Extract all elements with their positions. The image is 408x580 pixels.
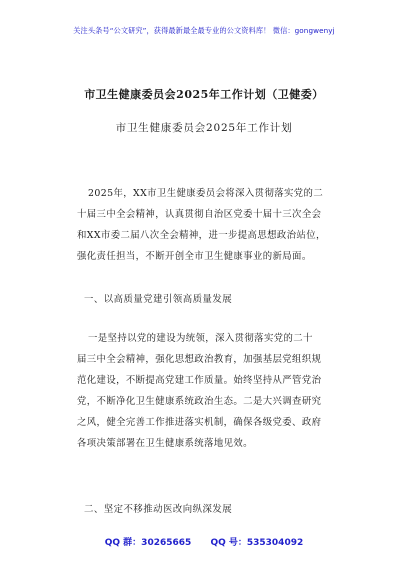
footer-contact bbox=[0, 535, 408, 548]
intro-line: 和XX市委二届八次全会精神，进一步提高思想政治站位， bbox=[77, 230, 326, 241]
section1-line: 之风，健全完善工作推进落实机制，确保各级党委、政府 bbox=[77, 417, 322, 428]
section1-paragraph bbox=[77, 328, 349, 454]
section1-heading: 一、以高质量党建引领高质量发展 bbox=[84, 294, 233, 305]
intro-line: 2025年，XX市卫生健康委员会将深入贯彻落实党的二 bbox=[88, 188, 324, 199]
section1-line: 一是坚持以党的建设为统领，深入贯彻落实党的二十 bbox=[88, 333, 313, 344]
document-subtitle: 市卫生健康委员会2025年工作计划 bbox=[115, 122, 293, 134]
footer-qq-group: QQ 群：30265665 bbox=[104, 538, 192, 548]
document-title: 市卫生健康委员会2025年工作计划（卫健委） bbox=[84, 88, 324, 101]
intro-line: 强化责任担当，不断开创全市卫生健康事业的新局面。 bbox=[77, 251, 312, 262]
footer-qq-number: QQ 号：535304092 bbox=[210, 538, 304, 548]
intro-paragraph bbox=[77, 183, 349, 267]
section1-line: 各项决策部署在卫生健康系统落地见效。 bbox=[77, 438, 253, 449]
section1-line: 党，不断净化卫生健康系统政治生态。二是大兴调查研究 bbox=[77, 396, 322, 407]
section1-line: 届三中全会精神，强化思想政治教育，加强基层党组织规 bbox=[77, 354, 322, 365]
intro-line: 十届三中全会精神，认真贯彻自治区党委十届十三次全会 bbox=[77, 209, 322, 220]
top-banner: 关注头条号“公文研究”，获得最新最全最专业的公文资料库！ 微信：gongwenyj bbox=[73, 26, 335, 35]
section1-line: 范化建设，不断提高党建工作质量。始终坚持从严管党治 bbox=[77, 375, 322, 386]
section2-heading: 二、坚定不移推动医改向纵深发展 bbox=[84, 504, 233, 515]
